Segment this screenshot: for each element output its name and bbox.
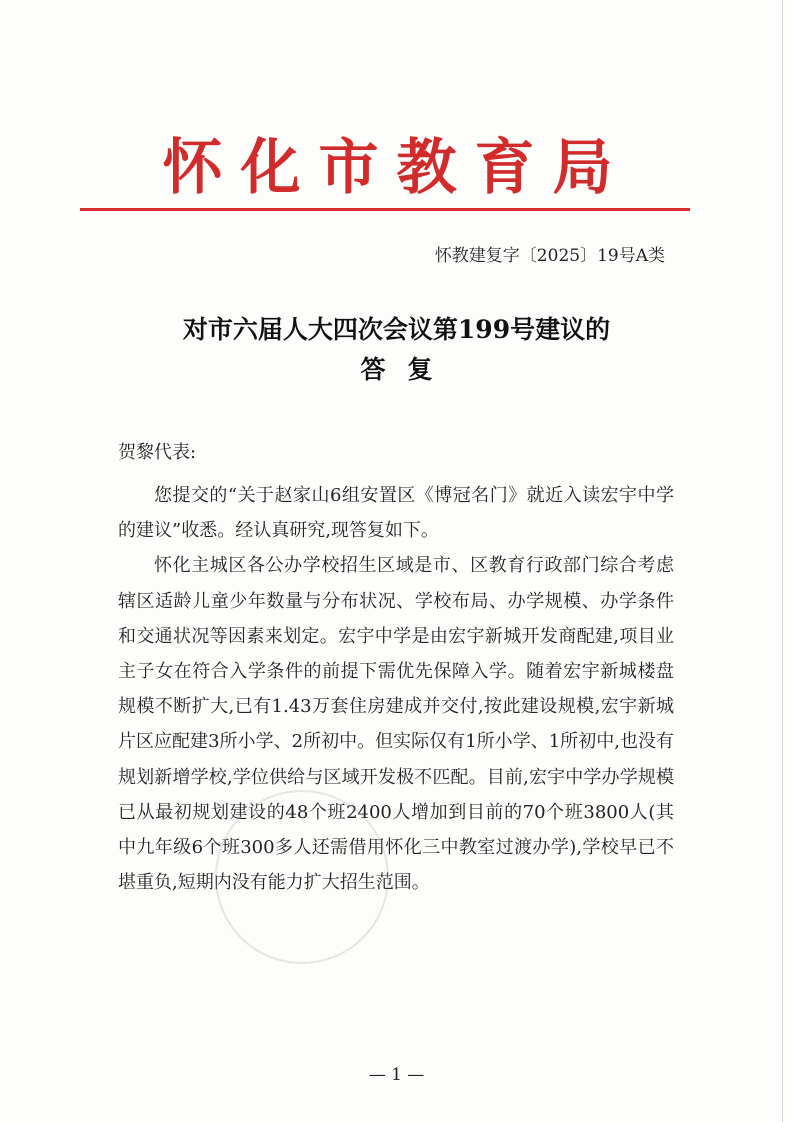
- page-number: — 1 —: [368, 1065, 425, 1085]
- document-title: [0, 310, 793, 390]
- paragraph: 怀化主城区各公办学校招生区域是市、区教育行政部门综合考虑辖区适龄儿童少年数量与分布状况、学校布局、办学规模、办学条件和交通状况等因素来划定。宏宇中学是由宏宇新城开发商配建,项目业主子女在符合入学条件的前提下需优先保障入学。随着宏宇新城楼盘规模不断扩大,已有1.43万套住房建成并交付,按此建设规模,宏宇新城片区应配建3所小学、2所初中。但实际仅有1所小学、1所初中,也没有规划新增学校,学位供给与区域开发极不匹配。目前,宏宇中学办学规模已从最初规划建设的48个班2400人增加到目前的70个班3800人(其中九年级6个班300多人还需借用怀化三中教室过渡办学),学校早已不堪重负,短期内没有能力扩大招生范围。: [118, 555, 674, 894]
- title-line-1: 对市六届人大四次会议第199号建议的: [182, 315, 611, 344]
- header-red-rule: [80, 208, 690, 211]
- agency-header: 怀化市教育局: [162, 133, 631, 203]
- document-number: 怀教建复字〔2025〕19号A类: [434, 246, 665, 266]
- paragraph: 您提交的“关于赵家山6组安置区《博冠名门》就近入读宏宇中学的建议”收悉。经认真研究,现答复如下。: [118, 485, 674, 542]
- title-line-2: 答复: [360, 355, 455, 384]
- body-text: [118, 478, 674, 900]
- salutation: 贺黎代表:: [118, 442, 197, 463]
